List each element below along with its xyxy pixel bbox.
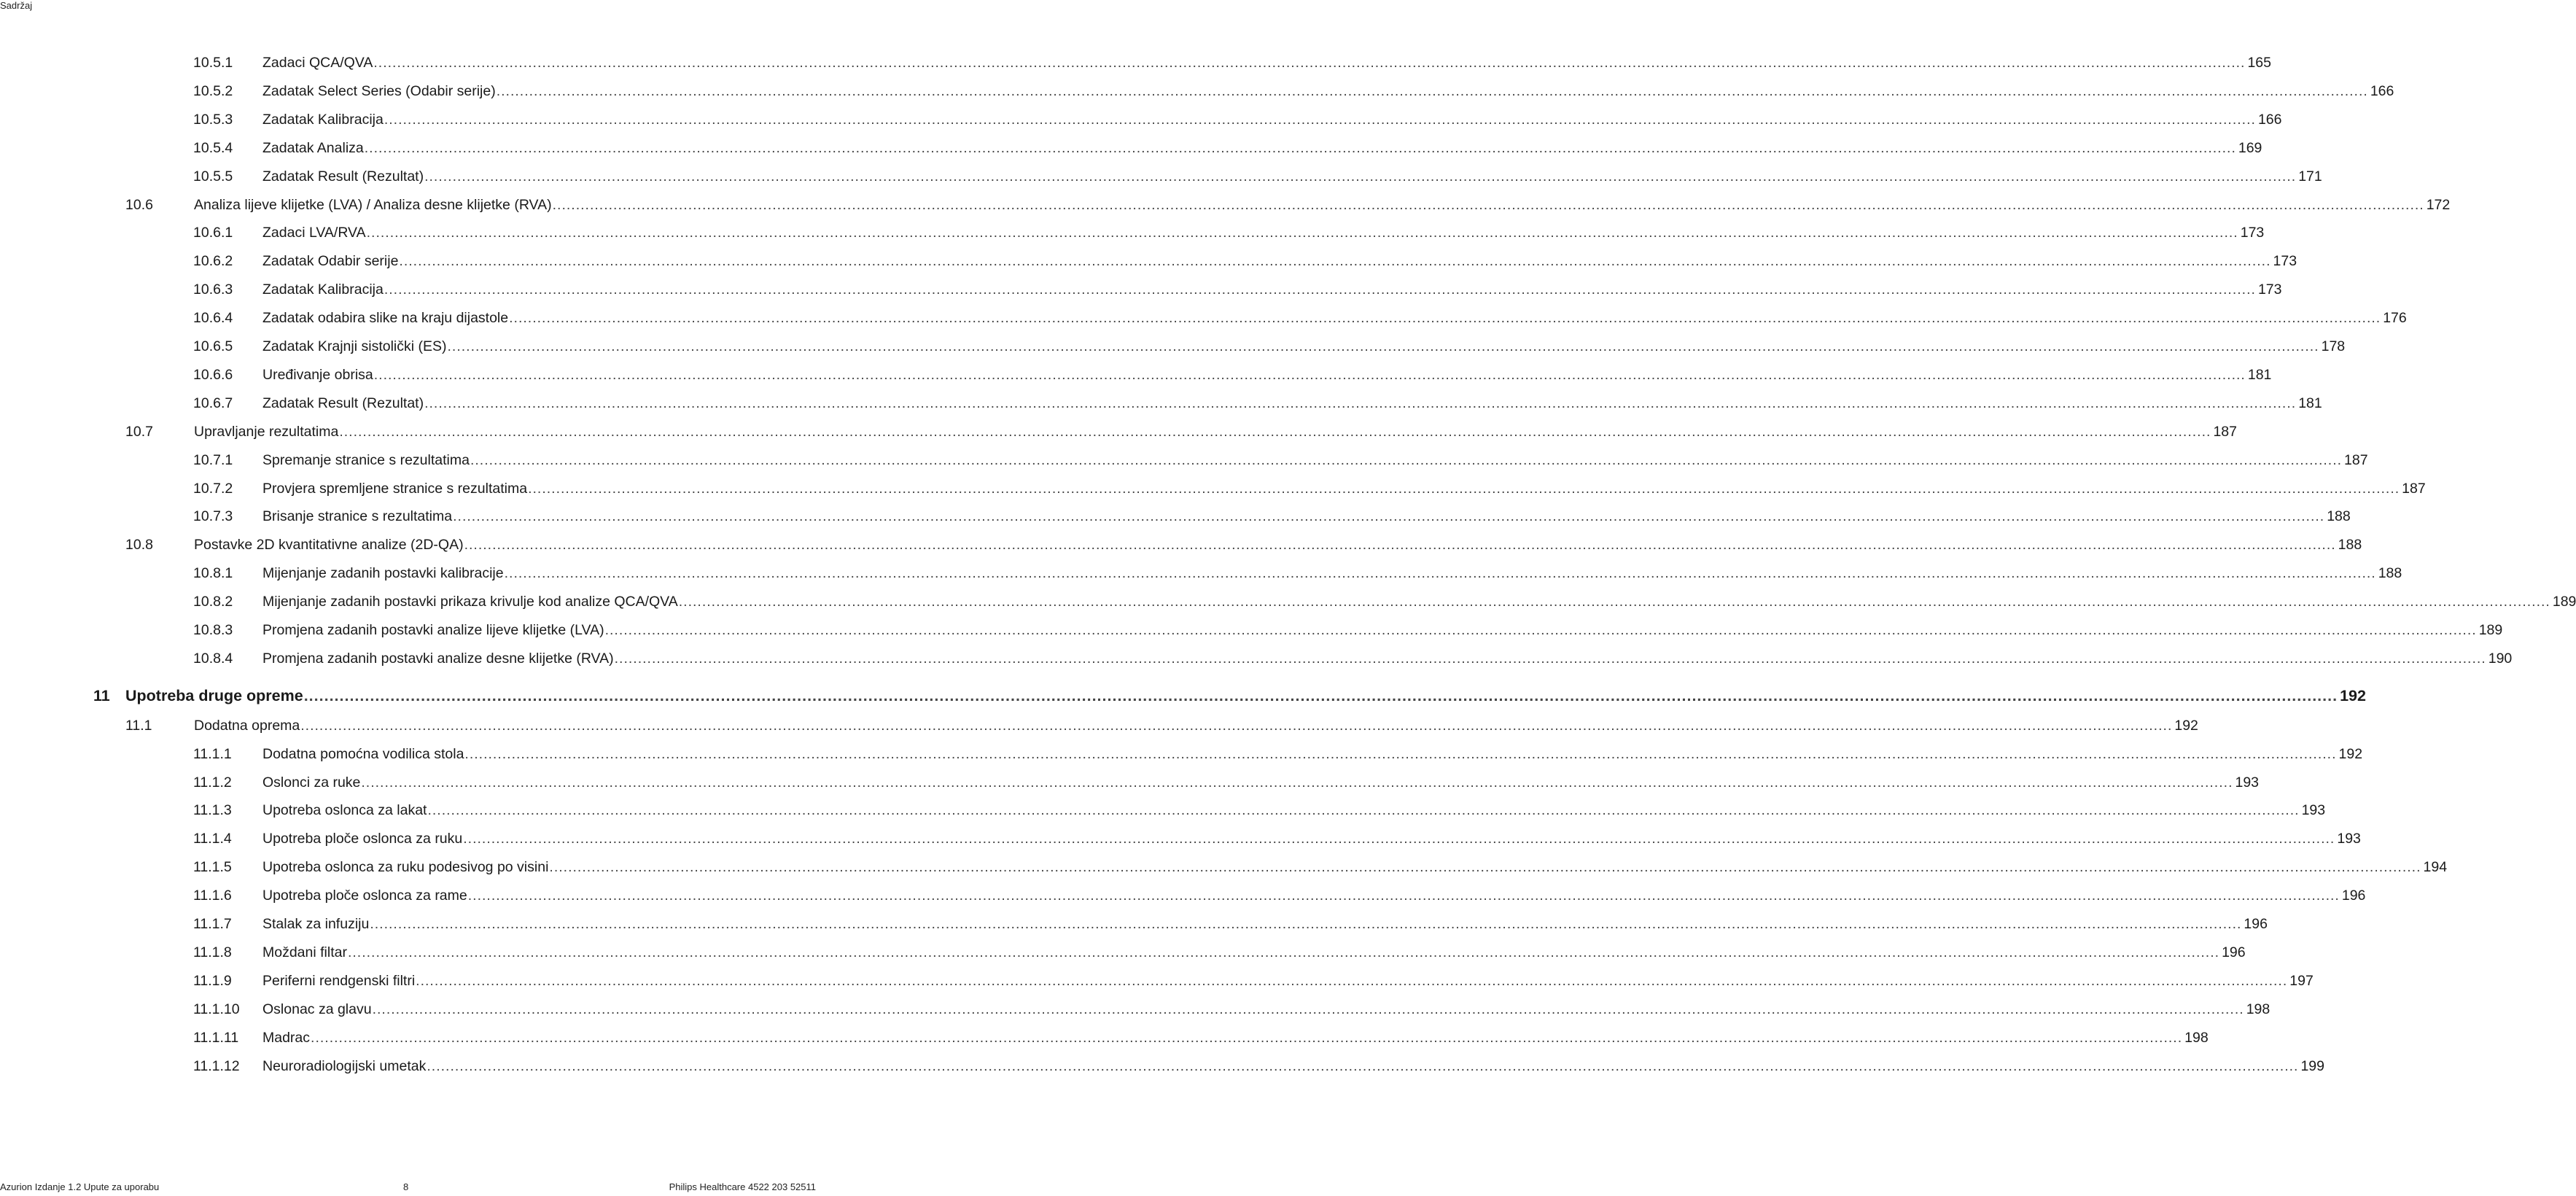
toc-entry-title: Periferni rendgenski filtri [262, 972, 416, 989]
toc-entry-title: Upravljanje rezultatima [194, 423, 339, 440]
toc-entry-title: Oslonci za ruke [262, 774, 361, 791]
toc-entry-page: 196 [2244, 916, 2268, 932]
toc-section-entry[interactable] [125, 422, 2237, 442]
toc-dot-leader: ................................................................................................................................................................................................................................................................................................................................................................................................................ [463, 831, 2335, 847]
toc-entry-number: 10.6.2 [193, 253, 233, 270]
toc-subsection-entry[interactable] [193, 308, 2407, 328]
toc-entry-page: 166 [2370, 82, 2394, 99]
toc-entry-page: 193 [2301, 802, 2326, 819]
toc-subsection-entry[interactable] [193, 772, 2260, 793]
toc-subsection-entry[interactable] [193, 885, 2366, 906]
toc-entry-number: 10.6.3 [193, 281, 233, 298]
toc-entry-page: 189 [2478, 622, 2503, 638]
toc-subsection-entry[interactable] [193, 971, 2314, 991]
toc-dot-leader: ................................................................................................................................................................................................................................................................................................................................................................................................................ [303, 686, 2338, 704]
toc-entry-number: 10.7.1 [193, 451, 233, 468]
toc-entry-page: 196 [2222, 944, 2246, 960]
toc-subsection-entry[interactable] [193, 53, 2271, 73]
toc-entry-number: 10.7 [125, 423, 153, 440]
toc-dot-leader: ................................................................................................................................................................................................................................................................................................................................................................................................................ [427, 802, 2300, 819]
toc-entry-page: 192 [2340, 686, 2366, 704]
toc-dot-leader: ................................................................................................................................................................................................................................................................................................................................................................................................................ [549, 859, 2421, 876]
toc-subsection-entry[interactable] [193, 393, 2322, 413]
page-footer [0, 1180, 817, 1195]
toc-entry-title: Mijenjanje zadanih postavki kalibracije [262, 565, 504, 582]
toc-entry-page: 189 [2552, 594, 2576, 610]
toc-subsection-entry[interactable] [193, 620, 2503, 640]
toc-entry-number: 10.5.3 [193, 111, 233, 128]
toc-entry-page: 171 [2298, 168, 2322, 185]
toc-dot-leader: ................................................................................................................................................................................................................................................................................................................................................................................................................ [552, 196, 2424, 213]
toc-entry-page: 198 [2246, 1001, 2270, 1017]
toc-dot-leader: ................................................................................................................................................................................................................................................................................................................................................................................................................ [496, 82, 2368, 99]
toc-entry-title: Zadatak Result (Rezultat) [262, 395, 424, 411]
toc-entry-title: Zadatak odabira slike na kraju dijastole [262, 310, 509, 327]
toc-entry-page: 199 [2300, 1057, 2324, 1074]
toc-entry-number: 11.1.1 [193, 745, 232, 762]
toc-dot-leader: ................................................................................................................................................................................................................................................................................................................................................................................................................ [467, 888, 2340, 904]
toc-dot-leader: ................................................................................................................................................................................................................................................................................................................................................................................................................ [373, 366, 2246, 383]
toc-entry-number: 10.8 [125, 537, 153, 554]
toc-entry-title: Moždani filtar [262, 944, 347, 960]
toc-dot-leader: ................................................................................................................................................................................................................................................................................................................................................................................................................ [399, 253, 2271, 270]
toc-subsection-entry[interactable] [193, 81, 2394, 101]
toc-dot-leader: ................................................................................................................................................................................................................................................................................................................................................................................................................ [373, 55, 2246, 71]
toc-entry-page: 172 [2426, 196, 2451, 213]
toc-entry-page: 178 [2321, 338, 2346, 354]
toc-dot-leader: ................................................................................................................................................................................................................................................................................................................................................................................................................ [339, 423, 2211, 440]
toc-entry-page: 198 [2184, 1029, 2209, 1046]
toc-dot-leader: ................................................................................................................................................................................................................................................................................................................................................................................................................ [361, 774, 2233, 791]
page-header-title: Sadržaj [0, 0, 33, 11]
toc-entry-title: Zadatak Krajnji sistolički (ES) [262, 338, 447, 354]
toc-entry-number: 10.8.2 [193, 594, 233, 610]
toc-entry-page: 173 [2257, 281, 2282, 298]
toc-dot-leader: ................................................................................................................................................................................................................................................................................................................................................................................................................ [384, 281, 2256, 298]
toc-entry-page: 173 [2273, 253, 2297, 270]
toc-entry-title: Mijenjanje zadanih postavki prikaza krivulje kod analize QCA/QVA [262, 594, 678, 610]
toc-entry-title: Promjena zadanih postavki analize desne klijetke (RVA) [262, 650, 614, 667]
toc-subsection-entry[interactable] [193, 251, 2297, 271]
toc-dot-leader: ................................................................................................................................................................................................................................................................................................................................................................................................................ [372, 1001, 2244, 1017]
toc-subsection-entry[interactable] [193, 506, 2351, 527]
toc-entry-page: 181 [2247, 366, 2272, 383]
toc-entry-number: 10.6 [125, 196, 153, 213]
toc-entry-title: Spremanje stranice s rezultatima [262, 451, 470, 468]
toc-subsection-entry[interactable] [193, 563, 2402, 583]
toc-dot-leader: ................................................................................................................................................................................................................................................................................................................................................................................................................ [453, 508, 2325, 525]
toc-subsection-entry[interactable] [193, 478, 2426, 499]
toc-entry-title: Dodatna pomoćna vodilica stola [262, 745, 464, 762]
toc-dot-leader: ................................................................................................................................................................................................................................................................................................................................................................................................................ [447, 338, 2319, 354]
toc-entry-title: Uređivanje obrisa [262, 366, 373, 383]
toc-entry-number: 11.1.12 [193, 1057, 240, 1074]
toc-subsection-entry[interactable] [193, 914, 2268, 934]
toc-subsection-entry[interactable] [193, 648, 2513, 669]
toc-subsection-entry[interactable] [193, 166, 2322, 187]
toc-entry-page: 187 [2213, 423, 2237, 440]
toc-entry-title: Postavke 2D kvantitativne analize (2D-QA) [194, 537, 464, 554]
toc-entry-page: 188 [2378, 565, 2402, 582]
toc-subsection-entry[interactable] [193, 857, 2448, 877]
toc-dot-leader: ................................................................................................................................................................................................................................................................................................................................................................................................................ [311, 1029, 2183, 1046]
toc-entry-title: Analiza lijeve klijetke (LVA) / Analiza desne klijetke (RVA) [194, 196, 552, 213]
toc-entry-page: 192 [2174, 717, 2198, 734]
toc-entry-number: 11.1.10 [193, 1001, 240, 1017]
toc-dot-leader: ................................................................................................................................................................................................................................................................................................................................................................................................................ [364, 139, 2236, 156]
toc-entry-title: Dodatna oprema [194, 717, 300, 734]
toc-entry-title: Zadatak Result (Rezultat) [262, 168, 424, 185]
toc-entry-title: Zadatak Kalibracija [262, 111, 384, 128]
toc-entry-page: 190 [2488, 650, 2513, 667]
toc-entry-page: 193 [2337, 831, 2361, 847]
toc-entry-page: 187 [2344, 451, 2368, 468]
toc-section-entry[interactable] [125, 195, 2451, 215]
toc-entry-page: 194 [2423, 859, 2448, 876]
toc-dot-leader: ................................................................................................................................................................................................................................................................................................................................................................................................................ [366, 225, 2238, 241]
toc-entry-number: 10.7.2 [193, 480, 233, 497]
toc-entry-page: 173 [2240, 225, 2265, 241]
toc-dot-leader: ................................................................................................................................................................................................................................................................................................................................................................................................................ [384, 111, 2256, 128]
toc-entry-title: Zadatak Kalibracija [262, 281, 384, 298]
toc-entry-title: Upotreba ploče oslonca za ruku [262, 831, 463, 847]
toc-entry-number: 10.6.1 [193, 225, 233, 241]
footer-document-title: Azurion Izdanje 1.2 Upute za uporabu [0, 1181, 160, 1192]
toc-entry-title: Stalak za infuziju [262, 916, 370, 932]
toc-subsection-entry[interactable] [193, 1028, 2209, 1048]
toc-entry-page: 176 [2383, 310, 2407, 327]
toc-entry-title: Upotreba oslonca za ruku podesivog po visini [262, 859, 549, 876]
toc-entry-title: Zadatak Odabir serije [262, 253, 399, 270]
toc-dot-leader: ................................................................................................................................................................................................................................................................................................................................................................................................................ [370, 916, 2242, 932]
toc-dot-leader: ................................................................................................................................................................................................................................................................................................................................................................................................................ [528, 480, 2400, 497]
toc-entry-title: Brisanje stranice s rezultatima [262, 508, 453, 525]
toc-entry-title: Zadatak Analiza [262, 139, 364, 156]
toc-entry-number: 11.1.3 [193, 802, 232, 819]
toc-dot-leader: ................................................................................................................................................................................................................................................................................................................................................................................................................ [427, 1057, 2299, 1074]
toc-entry-number: 10.6.4 [193, 310, 233, 327]
toc-section-entry[interactable] [125, 715, 2198, 736]
toc-subsection-entry[interactable] [193, 109, 2282, 130]
toc-dot-leader: ................................................................................................................................................................................................................................................................................................................................................................................................................ [300, 717, 2173, 734]
toc-entry-number: 11.1.2 [193, 774, 232, 791]
toc-entry-page: 187 [2402, 480, 2426, 497]
toc-dot-leader: ................................................................................................................................................................................................................................................................................................................................................................................................................ [416, 972, 2288, 989]
toc-entry-title: Upotreba oslonca za lakat [262, 802, 427, 819]
toc-dot-leader: ................................................................................................................................................................................................................................................................................................................................................................................................................ [424, 395, 2297, 411]
toc-entry-number: 11.1.5 [193, 859, 232, 876]
toc-entry-number: 11 [93, 686, 110, 704]
toc-dot-leader: ................................................................................................................................................................................................................................................................................................................................................................................................................ [504, 565, 2376, 582]
toc-entry-number: 10.7.3 [193, 508, 233, 525]
toc-entry-title: Zadaci LVA/RVA [262, 225, 366, 241]
toc-entry-page: 192 [2338, 745, 2363, 762]
toc-entry-page: 166 [2257, 111, 2282, 128]
toc-dot-leader: ................................................................................................................................................................................................................................................................................................................................................................................................................ [464, 745, 2337, 762]
toc-dot-leader: ................................................................................................................................................................................................................................................................................................................................................................................................................ [470, 451, 2343, 468]
toc-entry-page: 169 [2238, 139, 2262, 156]
toc-entry-title: Promjena zadanih postavki analize lijeve klijetke (LVA) [262, 622, 604, 638]
toc-subsection-entry[interactable] [193, 942, 2246, 963]
toc-subsection-entry[interactable] [193, 1056, 2324, 1076]
toc-subsection-entry[interactable] [193, 336, 2346, 357]
toc-entry-number: 11.1.11 [193, 1029, 239, 1046]
footer-page-number: 8 [403, 1181, 409, 1192]
toc-entry-title: Upotreba druge opreme [125, 686, 303, 704]
toc-dot-leader: ................................................................................................................................................................................................................................................................................................................................................................................................................ [347, 944, 2220, 960]
toc-subsection-entry[interactable] [193, 828, 2361, 849]
toc-entry-number: 11.1 [125, 717, 152, 734]
toc-subsection-entry[interactable] [193, 279, 2282, 300]
toc-entry-page: 193 [2235, 774, 2260, 791]
toc-subsection-entry[interactable] [193, 591, 2576, 612]
toc-entry-number: 10.8.3 [193, 622, 233, 638]
toc-entry-number: 11.1.6 [193, 888, 232, 904]
toc-entry-number: 10.8.1 [193, 565, 233, 582]
toc-entry-number: 11.1.9 [193, 972, 232, 989]
toc-entry-page: 196 [2341, 888, 2366, 904]
toc-subsection-entry[interactable] [193, 999, 2270, 1020]
toc-entry-page: 165 [2247, 55, 2271, 71]
toc-entry-page: 188 [2327, 508, 2351, 525]
toc-entry-number: 11.1.7 [193, 916, 232, 932]
toc-dot-leader: ................................................................................................................................................................................................................................................................................................................................................................................................................ [604, 622, 2477, 638]
toc-entry-number: 10.5.4 [193, 139, 233, 156]
toc-entry-number: 10.5.2 [193, 82, 233, 99]
toc-chapter-entry[interactable] [93, 686, 2366, 706]
toc-entry-number: 10.6.7 [193, 395, 233, 411]
toc-dot-leader: ................................................................................................................................................................................................................................................................................................................................................................................................................ [614, 650, 2486, 667]
toc-entry-title: Oslonac za glavu [262, 1001, 372, 1017]
toc-subsection-entry[interactable] [193, 744, 2363, 764]
toc-entry-number: 10.6.5 [193, 338, 233, 354]
toc-entry-number: 10.5.5 [193, 168, 233, 185]
toc-entry-title: Zadatak Select Series (Odabir serije) [262, 82, 496, 99]
toc-entry-number: 11.1.4 [193, 831, 232, 847]
toc-entry-page: 197 [2289, 972, 2314, 989]
toc-dot-leader: ................................................................................................................................................................................................................................................................................................................................................................................................................ [509, 310, 2381, 327]
toc-subsection-entry[interactable] [193, 222, 2265, 243]
toc-subsection-entry[interactable] [193, 800, 2326, 820]
toc-section-entry[interactable] [125, 535, 2362, 555]
toc-entry-title: Madrac [262, 1029, 311, 1046]
toc-entry-number: 11.1.8 [193, 944, 232, 960]
toc-entry-title: Neuroradiologijski umetak [262, 1057, 427, 1074]
footer-document-id: Philips Healthcare 4522 203 52511 [669, 1181, 816, 1192]
toc-dot-leader: ................................................................................................................................................................................................................................................................................................................................................................................................................ [424, 168, 2297, 185]
toc-entry-number: 10.5.1 [193, 55, 233, 71]
toc-subsection-entry[interactable] [193, 138, 2262, 158]
toc-entry-number: 10.8.4 [193, 650, 233, 667]
toc-entry-title: Upotreba ploče oslonca za rame [262, 888, 467, 904]
toc-dot-leader: ................................................................................................................................................................................................................................................................................................................................................................................................................ [464, 537, 2336, 554]
toc-entry-page: 188 [2338, 537, 2362, 554]
toc-entry-title: Zadaci QCA/QVA [262, 55, 373, 71]
toc-dot-leader: ................................................................................................................................................................................................................................................................................................................................................................................................................ [678, 594, 2550, 610]
toc-subsection-entry[interactable] [193, 450, 2368, 470]
toc-entry-page: 181 [2298, 395, 2322, 411]
toc-entry-title: Provjera spremljene stranice s rezultatima [262, 480, 528, 497]
toc-subsection-entry[interactable] [193, 365, 2272, 385]
toc-entry-number: 10.6.6 [193, 366, 233, 383]
